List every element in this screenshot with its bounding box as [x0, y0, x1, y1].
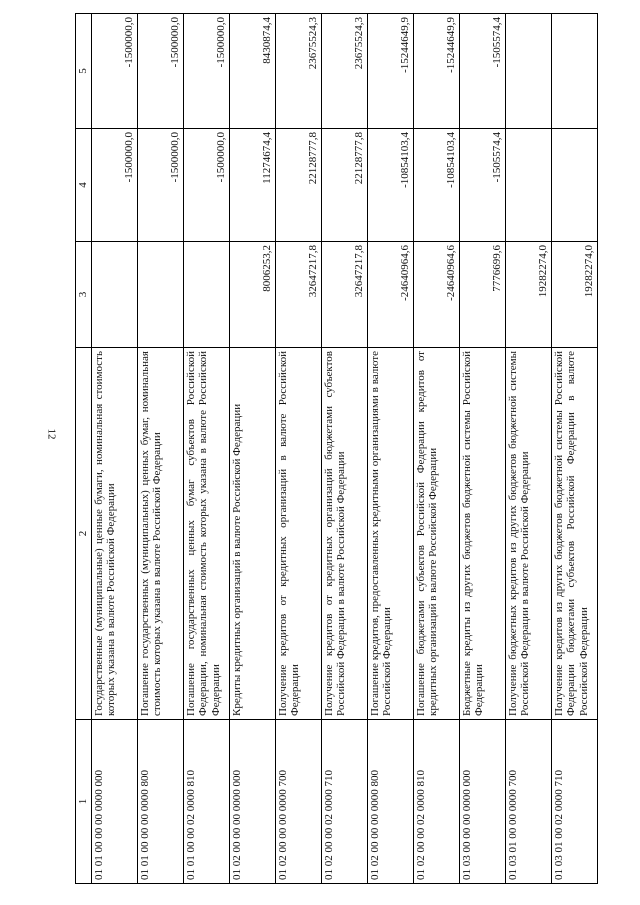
value-col-4: -1500000,0	[183, 129, 229, 242]
value-col-5: 8430874,4	[229, 14, 275, 129]
page-number: 12	[45, 428, 58, 440]
value-col-3: 19282274,0	[505, 242, 551, 348]
budget-code: 01 01 00 00 00 0000 800	[137, 720, 183, 884]
value-col-4: 11274674,4	[229, 129, 275, 242]
value-col-5: -1500000,0	[183, 14, 229, 129]
value-col-5: -1500000,0	[137, 14, 183, 129]
row-description: Получение кредитов из других бюджетов бюджетной системы Российской Федерации бюджетами субъектов Российской Федерации в валюте Российской Федерации	[551, 348, 597, 720]
value-col-3: -24640964,6	[367, 242, 413, 348]
value-col-5: 23675524,3	[321, 14, 367, 129]
value-col-4	[505, 129, 551, 242]
header-col-3: 3	[76, 242, 92, 348]
table-row	[229, 14, 275, 884]
value-col-5: -1500000,0	[91, 14, 137, 129]
row-description: Бюджетные кредиты из других бюджетов бюджетной системы Российской Федерации	[459, 348, 505, 720]
value-col-4: -1500000,0	[91, 129, 137, 242]
value-col-5: -1505574,4	[459, 14, 505, 129]
budget-code: 01 02 00 00 00 0000 800	[367, 720, 413, 884]
budget-code: 01 03 01 00 02 0000 710	[551, 720, 597, 884]
header-row	[76, 14, 92, 884]
budget-code: 01 02 00 00 00 0000 700	[275, 720, 321, 884]
table-row	[413, 14, 459, 884]
value-col-4: -10854103,4	[367, 129, 413, 242]
row-description: Получение кредитов от кредитных организаций в валюте Российской Федерации	[275, 348, 321, 720]
value-col-3: 32647217,8	[321, 242, 367, 348]
row-description: Государственные (муниципальные) ценные бумаги, номинальная стоимость которых указана в валюте Российской Федерации	[91, 348, 137, 720]
row-description: Погашение государственных ценных бумаг субъектов Российской Федерации, номинальная стоимость которых указана в валюте Российской Федерации	[183, 348, 229, 720]
value-col-5	[551, 14, 597, 129]
budget-code: 01 03 01 00 00 0000 700	[505, 720, 551, 884]
row-description: Получение бюджетных кредитов из других бюджетов бюджетной системы Российской Федерации в валюте Российской Федерации	[505, 348, 551, 720]
row-description: Погашение бюджетами субъектов Российской Федерации кредитов от кредитных организаций в валюте Российской Федерации	[413, 348, 459, 720]
value-col-5	[505, 14, 551, 129]
value-col-4: -1505574,4	[459, 129, 505, 242]
table-row	[137, 14, 183, 884]
budget-sources-table	[75, 13, 598, 884]
value-col-3: 19282274,0	[551, 242, 597, 348]
row-description: Получение кредитов от кредитных организаций бюджетами субъектов Российской Федерации в валюте Российской Федерации	[321, 348, 367, 720]
budget-code: 01 02 00 00 02 0000 810	[413, 720, 459, 884]
table-row	[551, 14, 597, 884]
value-col-3	[183, 242, 229, 348]
value-col-4: -1500000,0	[137, 129, 183, 242]
header-col-1: 1	[76, 720, 92, 884]
table-row	[459, 14, 505, 884]
value-col-5: 23675524,3	[275, 14, 321, 129]
table-row	[505, 14, 551, 884]
value-col-3: -24640964,6	[413, 242, 459, 348]
table-row	[367, 14, 413, 884]
value-col-3: 7776699,6	[459, 242, 505, 348]
value-col-3: 32647217,8	[275, 242, 321, 348]
table-row	[321, 14, 367, 884]
value-col-5: -15244649,9	[413, 14, 459, 129]
value-col-4: 22128777,8	[275, 129, 321, 242]
value-col-4: -10854103,4	[413, 129, 459, 242]
budget-code: 01 03 00 00 00 0000 000	[459, 720, 505, 884]
budget-code: 01 02 00 00 00 0000 000	[229, 720, 275, 884]
header-col-2: 2	[76, 348, 92, 720]
value-col-4	[551, 129, 597, 242]
value-col-3	[137, 242, 183, 348]
budget-code: 01 01 00 00 02 0000 810	[183, 720, 229, 884]
row-description: Погашение государственных (муниципальных) ценных бумаг, номинальная стоимость которых указана в валюте Российской Федерации	[137, 348, 183, 720]
table-row	[275, 14, 321, 884]
row-description: Погашение кредитов, предоставленных кредитными организациями в валюте Российской Федерации	[367, 348, 413, 720]
value-col-5: -15244649,9	[367, 14, 413, 129]
row-description: Кредиты кредитных организаций в валюте Российской Федерации	[229, 348, 275, 720]
table-row	[183, 14, 229, 884]
value-col-4: 22128777,8	[321, 129, 367, 242]
budget-code: 01 01 00 00 00 0000 000	[91, 720, 137, 884]
budget-code: 01 02 00 00 02 0000 710	[321, 720, 367, 884]
table-row	[91, 14, 137, 884]
value-col-3	[91, 242, 137, 348]
value-col-3: 8006253,2	[229, 242, 275, 348]
rotated-table-container	[75, 14, 600, 884]
header-col-4: 4	[76, 129, 92, 242]
header-col-5: 5	[76, 14, 92, 129]
